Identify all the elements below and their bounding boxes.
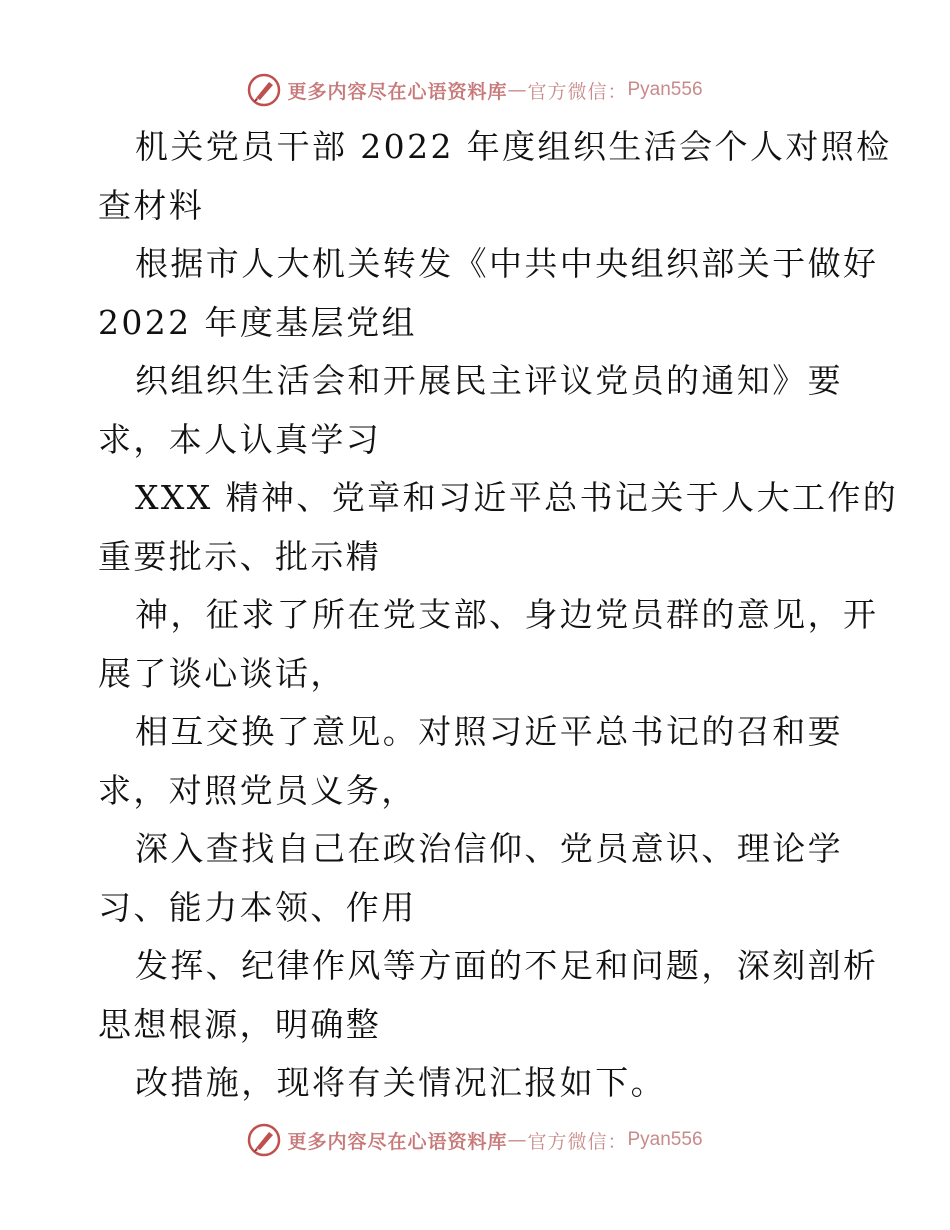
- pen-circle-logo-icon: [247, 73, 281, 107]
- doc-line: XXX 精神、党章和习近平总书记关于人大工作的: [135, 478, 899, 517]
- watermark-account-label: 官方微信：: [527, 1130, 628, 1153]
- doc-line: 2022 年度基层党组: [98, 302, 417, 342]
- doc-line: 思想根源，明确整: [98, 1004, 382, 1044]
- doc-line: 织组织生活会和开展民主评议党员的通知》要: [135, 361, 843, 400]
- doc-line: 根据市人大机关转发《中共中央组织部关于做好: [135, 244, 879, 283]
- doc-line: 重要批示、批示精: [98, 536, 382, 576]
- doc-line: 深入查找自己在政治信仰、党员意识、理论学: [135, 829, 843, 868]
- doc-line: 神，征求了所在党支部、身边党员群的意见，开: [135, 595, 879, 634]
- doc-line: 改措施，现将有关情况汇报如下。: [135, 1063, 666, 1102]
- header-watermark: [0, 70, 950, 110]
- watermark-brand: 更多内容尽在心语资料库: [287, 1130, 508, 1153]
- doc-line: 求，本人认真学习: [98, 419, 382, 459]
- doc-line: 相互交换了意见。对照习近平总书记的召和要: [135, 712, 843, 751]
- footer-watermark: [0, 1120, 950, 1160]
- doc-line: 展了谈心谈话，: [98, 653, 346, 693]
- doc-line: 发挥、纪律作风等方面的不足和问题，深刻剖析: [135, 946, 879, 985]
- watermark-separator: —: [507, 79, 528, 101]
- document-body: [98, 118, 899, 1113]
- doc-line: 习、能力本领、作用: [98, 887, 417, 927]
- doc-line: 机关党员干部 2022 年度组织生活会个人对照检: [135, 127, 892, 166]
- watermark-account-id: Pyan556: [627, 79, 703, 100]
- watermark-brand: 更多内容尽在心语资料库: [287, 80, 508, 103]
- watermark-separator: —: [507, 1129, 528, 1151]
- doc-line: 求，对照党员义务，: [98, 770, 417, 810]
- pen-circle-logo-icon: [247, 1123, 281, 1157]
- watermark-account-label: 官方微信：: [527, 80, 628, 103]
- doc-line: 查材料: [98, 185, 205, 225]
- watermark-account-id: Pyan556: [627, 1129, 703, 1150]
